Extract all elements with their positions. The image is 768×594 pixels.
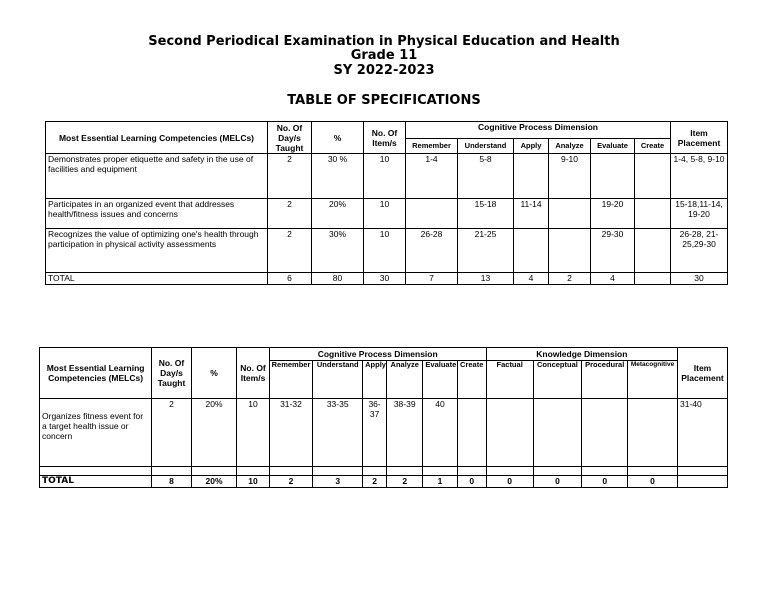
evaluate-cell xyxy=(591,154,635,199)
exam-title: Second Periodical Examination in Physical Education and Health xyxy=(148,34,620,49)
metacognitive-cell xyxy=(628,399,678,467)
school-year: SY 2022-2023 xyxy=(333,63,435,78)
header-understand: Understand xyxy=(313,361,363,399)
total-row xyxy=(46,273,728,285)
header-days-taught: No. Of Day/s Taught xyxy=(152,348,191,399)
apply-cell: 11-14 xyxy=(514,199,549,229)
days-cell: 2 xyxy=(268,229,312,273)
remember-cell xyxy=(406,199,458,229)
apply-cell xyxy=(514,229,549,273)
analyze-cell xyxy=(549,229,591,273)
factual-cell xyxy=(486,399,533,467)
header-remember: Remember xyxy=(406,139,458,154)
header-melc: Most Essential Learning Competencies (MELCs) xyxy=(40,348,152,399)
percent-cell: 20% xyxy=(312,199,364,229)
total-label: TOTAL xyxy=(46,273,268,285)
grade-level: Grade 11 xyxy=(350,48,418,63)
conceptual-cell xyxy=(533,399,582,467)
items-cell: 10 xyxy=(364,229,406,273)
header-create: Create xyxy=(457,361,486,399)
days-cell: 2 xyxy=(268,199,312,229)
header-metacognitive: Metacognitive xyxy=(628,361,678,399)
header-analyze: Analyze xyxy=(387,361,423,399)
header-apply: Apply xyxy=(363,361,387,399)
total-label: TOTAL xyxy=(40,476,152,488)
header-percent: % xyxy=(191,348,237,399)
header-apply: Apply xyxy=(514,139,549,154)
analyze-cell: 9-10 xyxy=(549,154,591,199)
header-procedural: Procedural xyxy=(582,361,628,399)
total-percent: 80 xyxy=(312,273,364,285)
understand-cell: 33-35 xyxy=(313,399,363,467)
total-apply: 2 xyxy=(363,476,387,488)
create-cell xyxy=(457,399,486,467)
placement-cell: 1-4, 5-8, 9-10 xyxy=(671,154,728,199)
total-percent: 20% xyxy=(191,476,237,488)
total-placement: 30 xyxy=(671,273,728,285)
total-evaluate: 4 xyxy=(591,273,635,285)
total-create xyxy=(635,273,671,285)
header-cognitive-process-dimension: Cognitive Process Dimension xyxy=(406,122,671,139)
total-apply: 4 xyxy=(514,273,549,285)
table-row xyxy=(46,154,728,199)
header-evaluate: Evaluate xyxy=(423,361,457,399)
placement-cell: 15-18,11-14, 19-20 xyxy=(671,199,728,229)
days-cell: 2 xyxy=(268,154,312,199)
analyze-cell xyxy=(549,199,591,229)
days-cell: 2 xyxy=(152,399,191,467)
placement-cell: 31-40 xyxy=(677,399,727,467)
table-of-specifications-1 xyxy=(45,121,728,285)
total-remember: 7 xyxy=(406,273,458,285)
header-factual: Factual xyxy=(486,361,533,399)
apply-cell xyxy=(514,154,549,199)
total-remember: 2 xyxy=(269,476,313,488)
evaluate-cell: 19-20 xyxy=(591,199,635,229)
understand-cell: 21-25 xyxy=(458,229,514,273)
section-title: TABLE OF SPECIFICATIONS xyxy=(287,93,481,108)
placement-cell: 26-28, 21-25,29-30 xyxy=(671,229,728,273)
evaluate-cell: 29-30 xyxy=(591,229,635,273)
header-create: Create xyxy=(635,139,671,154)
total-analyze: 2 xyxy=(387,476,423,488)
header-conceptual: Conceptual xyxy=(533,361,582,399)
total-procedural: 0 xyxy=(582,476,628,488)
header-remember: Remember xyxy=(269,361,313,399)
table-of-specifications-2 xyxy=(39,347,728,488)
header-percent: % xyxy=(312,122,364,154)
total-row xyxy=(40,476,728,488)
understand-cell: 5-8 xyxy=(458,154,514,199)
total-factual: 0 xyxy=(486,476,533,488)
melc-cell: Organizes fitness event for a target health issue or concern xyxy=(40,399,152,467)
header-analyze: Analyze xyxy=(549,139,591,154)
header-understand: Understand xyxy=(458,139,514,154)
header-item-placement: Item Placement xyxy=(671,122,728,154)
table-row xyxy=(46,199,728,229)
total-evaluate: 1 xyxy=(423,476,457,488)
items-cell: 10 xyxy=(364,199,406,229)
spacer-row xyxy=(40,467,728,476)
header-days-taught: No. Of Day/s Taught xyxy=(268,122,312,154)
evaluate-cell: 40 xyxy=(423,399,457,467)
melc-cell: Participates in an organized event that addresses health/fitness issues and concerns xyxy=(46,199,268,229)
header-item-placement: Item Placement xyxy=(677,348,727,399)
percent-cell: 30% xyxy=(312,229,364,273)
total-items: 10 xyxy=(237,476,269,488)
table-row xyxy=(40,399,728,467)
create-cell xyxy=(635,229,671,273)
melc-cell: Demonstrates proper etiquette and safety in the use of facilities and equipment xyxy=(46,154,268,199)
header-items: No. Of Item/s xyxy=(364,122,406,154)
header-evaluate: Evaluate xyxy=(591,139,635,154)
total-create: 0 xyxy=(457,476,486,488)
header-melc: Most Essential Learning Competencies (MELCs) xyxy=(46,122,268,154)
total-metacognitive: 0 xyxy=(628,476,678,488)
header-items: No. Of Item/s xyxy=(237,348,269,399)
header-cognitive-process-dimension: Cognitive Process Dimension xyxy=(269,348,486,361)
remember-cell: 26-28 xyxy=(406,229,458,273)
create-cell xyxy=(635,154,671,199)
percent-cell: 20% xyxy=(191,399,237,467)
analyze-cell: 38-39 xyxy=(387,399,423,467)
remember-cell: 31-32 xyxy=(269,399,313,467)
table-row xyxy=(46,229,728,273)
understand-cell: 15-18 xyxy=(458,199,514,229)
header-knowledge-dimension: Knowledge Dimension xyxy=(486,348,677,361)
total-understand: 3 xyxy=(313,476,363,488)
total-placement xyxy=(677,476,727,488)
percent-cell: 30 % xyxy=(312,154,364,199)
items-cell: 10 xyxy=(364,154,406,199)
items-cell: 10 xyxy=(237,399,269,467)
procedural-cell xyxy=(582,399,628,467)
create-cell xyxy=(635,199,671,229)
total-understand: 13 xyxy=(458,273,514,285)
total-days: 6 xyxy=(268,273,312,285)
total-days: 8 xyxy=(152,476,191,488)
apply-cell: 36-37 xyxy=(363,399,387,467)
melc-cell: Recognizes the value of optimizing one's health through participation in physical activity assessments xyxy=(46,229,268,273)
total-items: 30 xyxy=(364,273,406,285)
total-conceptual: 0 xyxy=(533,476,582,488)
total-analyze: 2 xyxy=(549,273,591,285)
remember-cell: 1-4 xyxy=(406,154,458,199)
